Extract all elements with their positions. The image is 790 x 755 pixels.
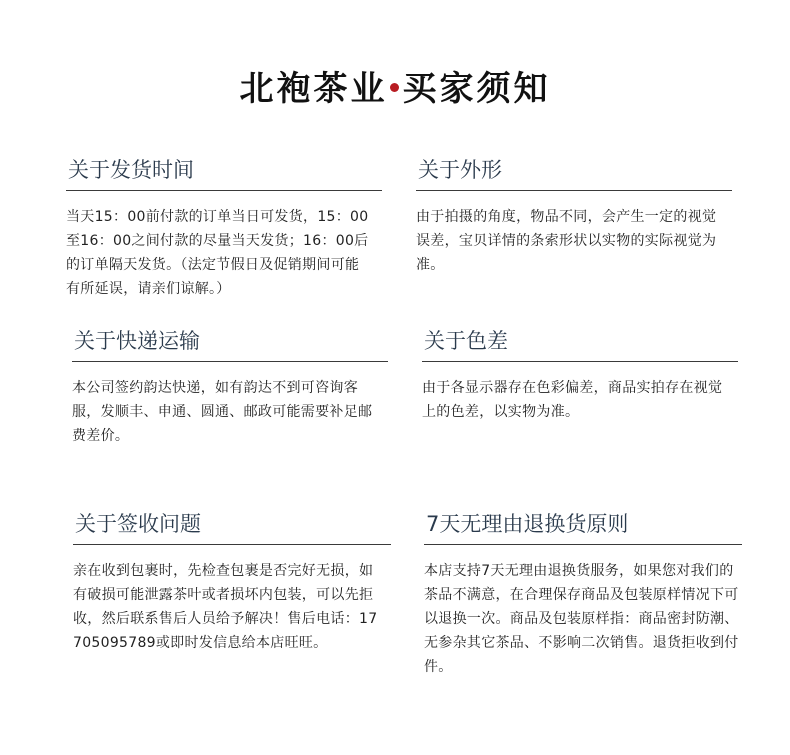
section-returns — [424, 510, 742, 679]
section-heading: 关于发货时间 — [66, 156, 382, 191]
section-body: 亲在收到包裹时，先检查包裹是否完好无损，如有破损可能泄露茶叶或者损坏内包装，可以先拒收，然后联系售后人员给予解决！售后电话：17705095789或即时发信息给本店旺旺。 — [73, 563, 378, 651]
page-title — [0, 66, 790, 112]
section-heading: 关于签收问题 — [73, 510, 391, 545]
section-heading: 关于外形 — [416, 156, 732, 191]
page-title-brand: 北袍茶业 — [239, 69, 388, 109]
section-heading: 关于快递运输 — [72, 327, 388, 362]
section-express — [72, 327, 388, 448]
section-receipt — [73, 510, 391, 655]
section-shipping-time — [66, 156, 382, 301]
section-color-diff — [422, 327, 738, 424]
section-body: 本店支持7天无理由退换货服务，如果您对我们的茶品不满意，在合理保存商品及包装原样情况下可以退换一次。商品及包装原样指：商品密封防潮、无参杂其它茶品、不影响二次销售。退货拒收到付件。 — [424, 563, 739, 675]
section-appearance — [416, 156, 732, 277]
section-body: 当天15：00前付款的订单当日可发货，15：00至16：00之间付款的尽量当天发货；16：00后的订单隔天发货。（法定节假日及促销期间可能有所延误，请亲们谅解。） — [66, 209, 369, 297]
page-title-subtitle: 买家须知 — [402, 69, 551, 109]
section-body: 本公司签约韵达快递，如有韵达不到可咨询客服，发顺丰、申通、圆通、邮政可能需要补足邮费差价。 — [72, 380, 373, 444]
section-heading: 7天无理由退换货原则 — [424, 510, 742, 545]
section-body: 由于各显示器存在色彩偏差，商品实拍存在视觉上的色差，以实物为准。 — [422, 380, 723, 420]
section-body: 由于拍摄的角度，物品不同，会产生一定的视觉误差，宝贝详情的条索形状以实物的实际视觉为准。 — [416, 209, 717, 273]
title-separator-dot — [390, 83, 399, 92]
section-heading: 关于色差 — [422, 327, 738, 362]
